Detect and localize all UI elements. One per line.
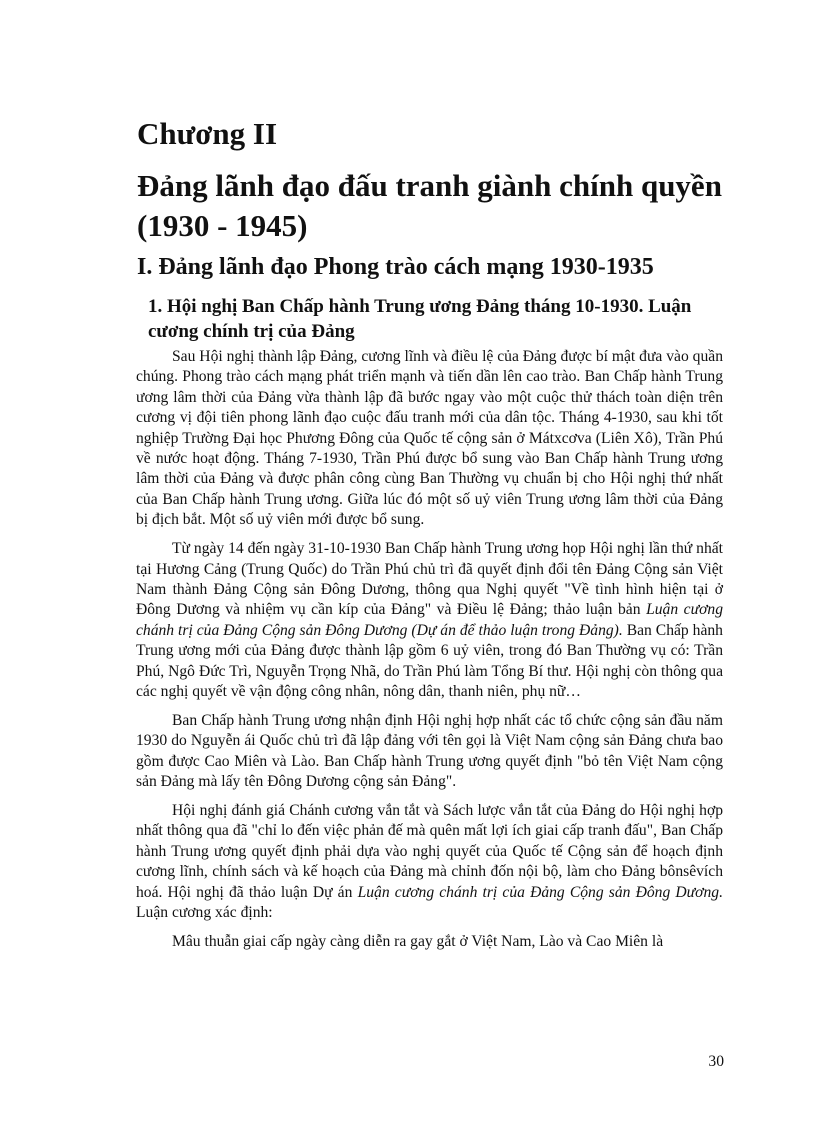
- chapter-subtitle: Đảng lãnh đạo đấu tranh giành chính quyền (1930 - 1945): [137, 168, 722, 243]
- paragraph-4-italic-title: Luận cương chánh trị của Đảng Cộng sản Đông Dương.: [357, 883, 723, 901]
- page-number: 30: [708, 1053, 724, 1070]
- paragraph-1: Sau Hội nghị thành lập Đảng, cương lĩnh và điều lệ của Đảng được bí mật đưa vào quần chúng. Phong trào cách mạng phát triển mạnh và tiến dần lên cao trào. Ban Chấp hành Trung ương lâm thời của Đảng vừa thành lập đã bước ngay vào một cuộc thử thách toàn diện trên cương vị đội tiên phong lãnh đạo cuộc đấu tranh mới của dân tộc. Tháng 4-1930, sau khi tốt nghiệp Trường Đại học Phương Đông của Quốc tế cộng sản ở Mátxcơva (Liên Xô), Trần Phú về nước hoạt động. Tháng 7-1930, Trần Phú được bổ sung vào Ban Chấp hành Trung ương lâm thời của Đảng và được phân công cùng Ban Thường vụ chuẩn bị cho Hội nghị thứ nhất của Ban Chấp hành Trung ương. Giữa lúc đó một số uỷ viên Trung ương lâm thời của Đảng bị địch bắt. Một số uỷ viên mới được bổ sung.: [136, 348, 723, 529]
- paragraph-4-text-a: Hội nghị đánh giá Chánh cương vắn tắt và Sách lược vắn tắt của Đảng do Hội nghị hợp nhất thông qua đã "chỉ lo đến việc phản đế mà quên mất lợi ích giai cấp tranh đấu", Ban Chấp hành Trung ương quyết định phải dựa vào nghị quyết của Quốc tế Cộng sản để hoạch định cương lĩnh, chính sách và kế hoạch của Đảng mà chỉnh đốn nội bộ, làm cho Đảng bônsêvích hoá. Hội nghị đã thảo luận Dự án: [136, 802, 723, 901]
- paragraph-2: [136, 539, 723, 702]
- paragraph-2-italic-title: Luận cương chánh trị của Đảng Cộng sản Đông Dương (Dự án để thảo luận trong Đảng).: [136, 601, 724, 639]
- paragraph-2-text-a: Từ ngày 14 đến ngày 31-10-1930 Ban Chấp hành Trung ương họp Hội nghị lần thứ nhất tại Hương Cảng (Trung Quốc) do Trần Phú chủ trì đã quyết định đổi tên Đảng Cộng sản Việt Nam thành Đảng Cộng sản Đông Dương, thông qua Nghị quyết "Về tình hình hiện tại ở Đông Dương và nhiệm vụ cần kíp của Đảng" và Điều lệ Đảng; thảo luận bản: [136, 540, 723, 619]
- body-text: [136, 347, 723, 952]
- paragraph-4-text-b: Luận cương xác định:: [136, 904, 273, 922]
- paragraph-4: [136, 801, 723, 923]
- paragraph-3: Ban Chấp hành Trung ương nhận định Hội nghị hợp nhất các tổ chức cộng sản đầu năm 1930 do Nguyễn ái Quốc chủ trì đã lập đảng với tên gọi là Việt Nam cộng sản Đảng chưa bao gồm được Cao Miên và Lào. Ban Chấp hành Trung ương quyết định "bỏ tên Việt Nam cộng sản Đảng mà lấy tên Đông Dương cộng sản Đảng".: [136, 711, 723, 791]
- paragraph-2-text-b: Ban Chấp hành Trung ương mới của Đảng được thành lập gồm 6 uỷ viên, trong đó Ban Thường vụ có: Trần Phú, Ngô Đức Trì, Nguyễn Trọng Nhã, do Trần Phú làm Tổng Bí thư. Hội nghị còn thông qua các nghị quyết về vận động công nhân, nông dân, thanh niên, phụ nữ…: [136, 621, 723, 700]
- section-title: I. Đảng lãnh đạo Phong trào cách mạng 1930-1935: [137, 254, 654, 280]
- chapter-title: Chương II: [137, 116, 278, 151]
- paragraph-5: Mâu thuẫn giai cấp ngày càng diễn ra gay gắt ở Việt Nam, Lào và Cao Miên là: [172, 932, 664, 950]
- subsection-title: 1. Hội nghị Ban Chấp hành Trung ương Đảng tháng 10-1930. Luận cương chính trị của Đảng: [148, 296, 692, 342]
